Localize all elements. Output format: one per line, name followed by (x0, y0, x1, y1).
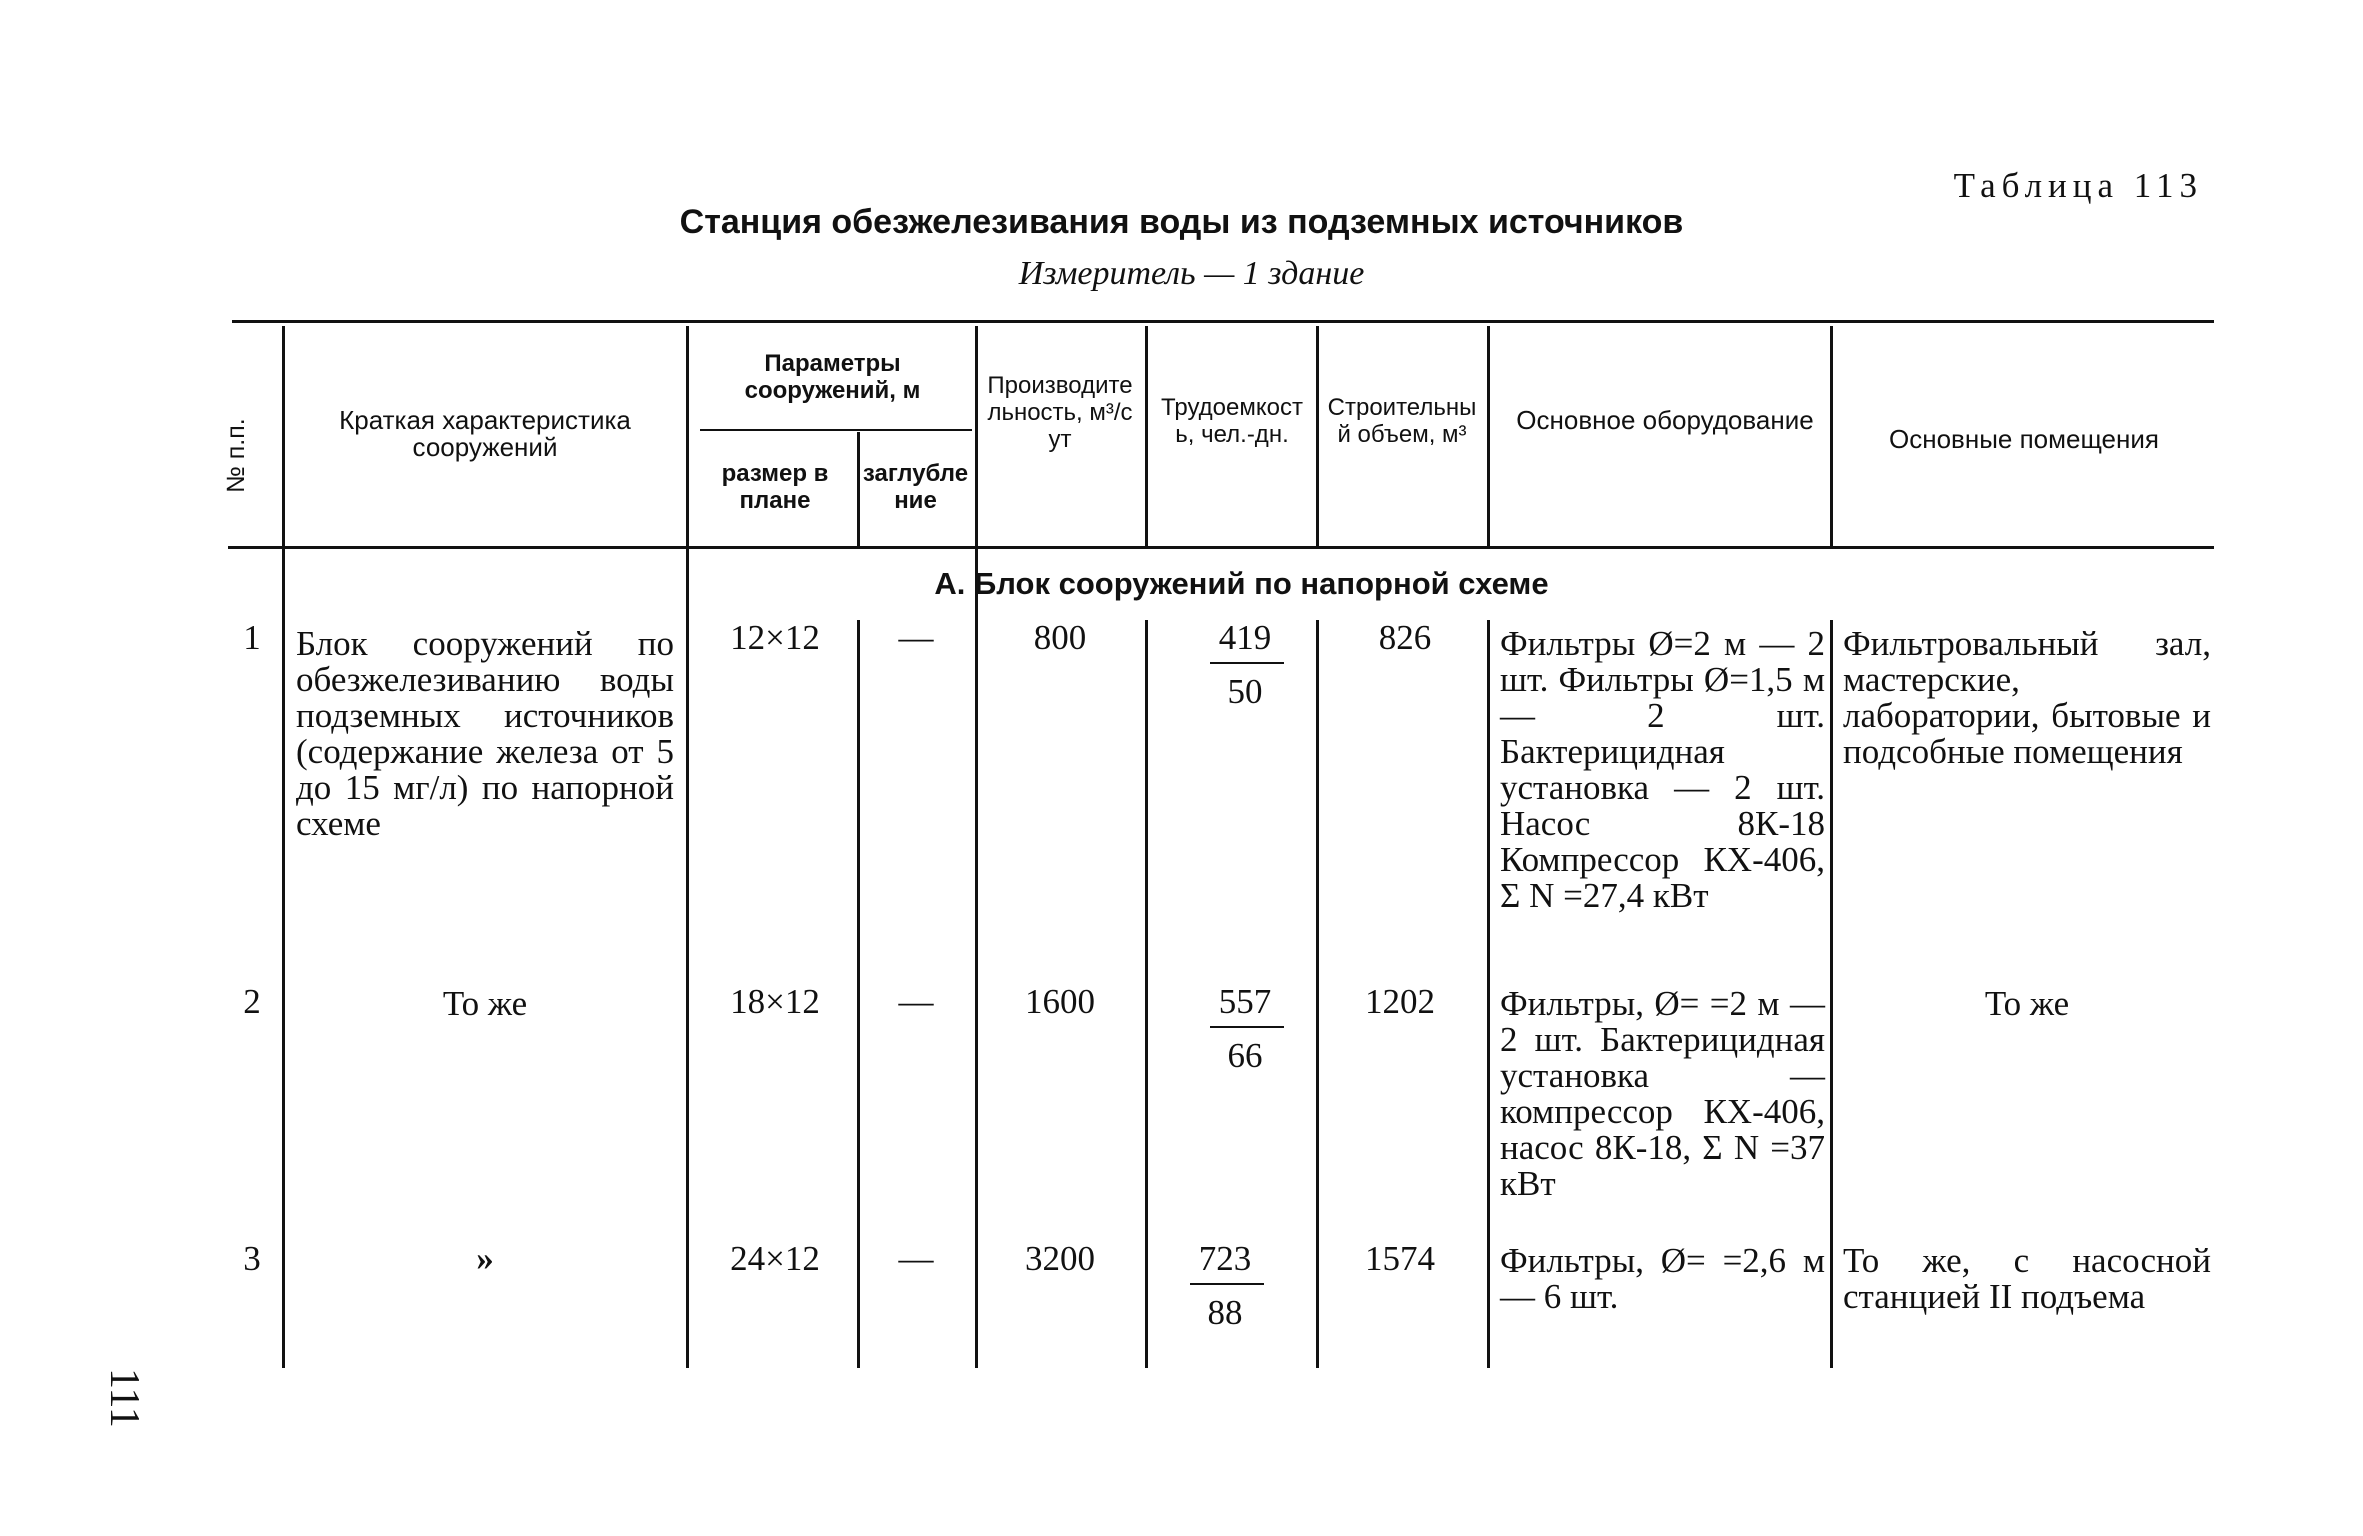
page-number: 111 (101, 1368, 147, 1428)
row-1-size: 12×12 (730, 618, 820, 657)
row-3-rooms: То же, с насосной станцией II подъема (1843, 1241, 2211, 1316)
row-1-desc: Блок сооружений по обезжелезиванию воды подземных источников (содержание железа от 5 до 15 мг/л) по напорной схеме (296, 624, 674, 843)
col-line-6 (1316, 326, 1319, 546)
row-2-rooms: То же (1984, 984, 2070, 1023)
header-params: Параметры сооружений, м (744, 350, 921, 404)
col-line-6-body (1316, 620, 1319, 1368)
row-3-desc: » (476, 1239, 494, 1278)
row-2-labor-top: 557 (1218, 982, 1272, 1021)
header-rooms: Основные помещения (1889, 424, 2159, 454)
row-2-size: 18×12 (730, 982, 820, 1021)
page-title: Станция обезжелезивания воды из подземных источников (679, 203, 1684, 241)
col-line-7 (1487, 326, 1490, 546)
header-capacity: Производительность, м³/сут (987, 372, 1133, 453)
row-3-equipment: Фильтры, Ø= =2,6 м — 6 шт. (1500, 1241, 1825, 1316)
row-1-num: 1 (243, 618, 261, 657)
col-line-7-body (1487, 620, 1490, 1368)
row-1-rooms: Фильтровальный зал, мастерские, лаборатории, бытовые и подсобные помещения (1843, 624, 2211, 771)
table-measure: Измеритель — 1 здание (1018, 255, 1365, 292)
row-3-labor-bar (1190, 1283, 1264, 1285)
col-line-5-body (1145, 620, 1148, 1368)
row-2-desc: То же (442, 984, 528, 1023)
table-top-rule (232, 320, 2214, 323)
row-1-equipment: Фильтры Ø=2 м — 2 шт. Фильтры Ø=1,5 м — 2 шт. Бактерицидная установка — 2 шт. Насос 8К-18 Компрессор КХ-406, Σ N =27,4 кВт (1500, 624, 1825, 915)
row-3-size: 24×12 (730, 1239, 820, 1278)
header-desc: Краткая характеристика сооружений (339, 405, 631, 462)
col-line-5 (1145, 326, 1148, 546)
header-volume: Строительный объем, м³ (1327, 394, 1477, 448)
col-line-1 (282, 326, 285, 1368)
row-1-labor-bar (1210, 662, 1284, 664)
header-depth: заглубление (862, 460, 969, 514)
table-label: Таблица 113 (1953, 166, 2203, 205)
row-1-labor-top: 419 (1218, 618, 1272, 657)
row-3-num: 3 (243, 1239, 261, 1278)
header-bottom-rule (228, 546, 2214, 549)
col-line-4 (975, 326, 978, 1368)
header-num: № п.п. (222, 418, 250, 493)
row-2-num: 2 (243, 982, 261, 1021)
params-sub-rule (700, 429, 972, 431)
header-size: размер в плане (721, 460, 829, 514)
col-line-8-body (1830, 620, 1833, 1368)
row-2-capacity: 1600 (1025, 982, 1095, 1021)
row-2-labor-bottom: 66 (1227, 1036, 1263, 1075)
row-1-labor-bottom: 50 (1227, 672, 1263, 711)
header-labor: Трудоемкость, чел.-дн. (1161, 394, 1303, 448)
row-3-labor-top: 723 (1198, 1239, 1252, 1278)
row-1-volume: 826 (1378, 618, 1432, 657)
col-line-2 (686, 326, 689, 1368)
row-2-equipment: Фильтры, Ø= =2 м — 2 шт. Бактерицидная установка — компрессор КХ-406, насос 8К-18, Σ N =37 кВт (1500, 984, 1825, 1203)
row-2-depth: — (898, 982, 934, 1021)
row-3-capacity: 3200 (1025, 1239, 1095, 1278)
row-3-volume: 1574 (1365, 1239, 1435, 1278)
row-3-labor-bottom: 88 (1207, 1293, 1243, 1332)
header-equipment: Основное оборудование (1516, 405, 1814, 435)
row-2-volume: 1202 (1365, 982, 1435, 1021)
row-2-labor-bar (1210, 1026, 1284, 1028)
row-1-capacity: 800 (1033, 618, 1087, 657)
row-1-depth: — (898, 618, 934, 657)
col-line-8 (1830, 326, 1833, 546)
row-3-depth: — (898, 1239, 934, 1278)
section-title: А. Блок сооружений по напорной схеме (934, 566, 1549, 601)
